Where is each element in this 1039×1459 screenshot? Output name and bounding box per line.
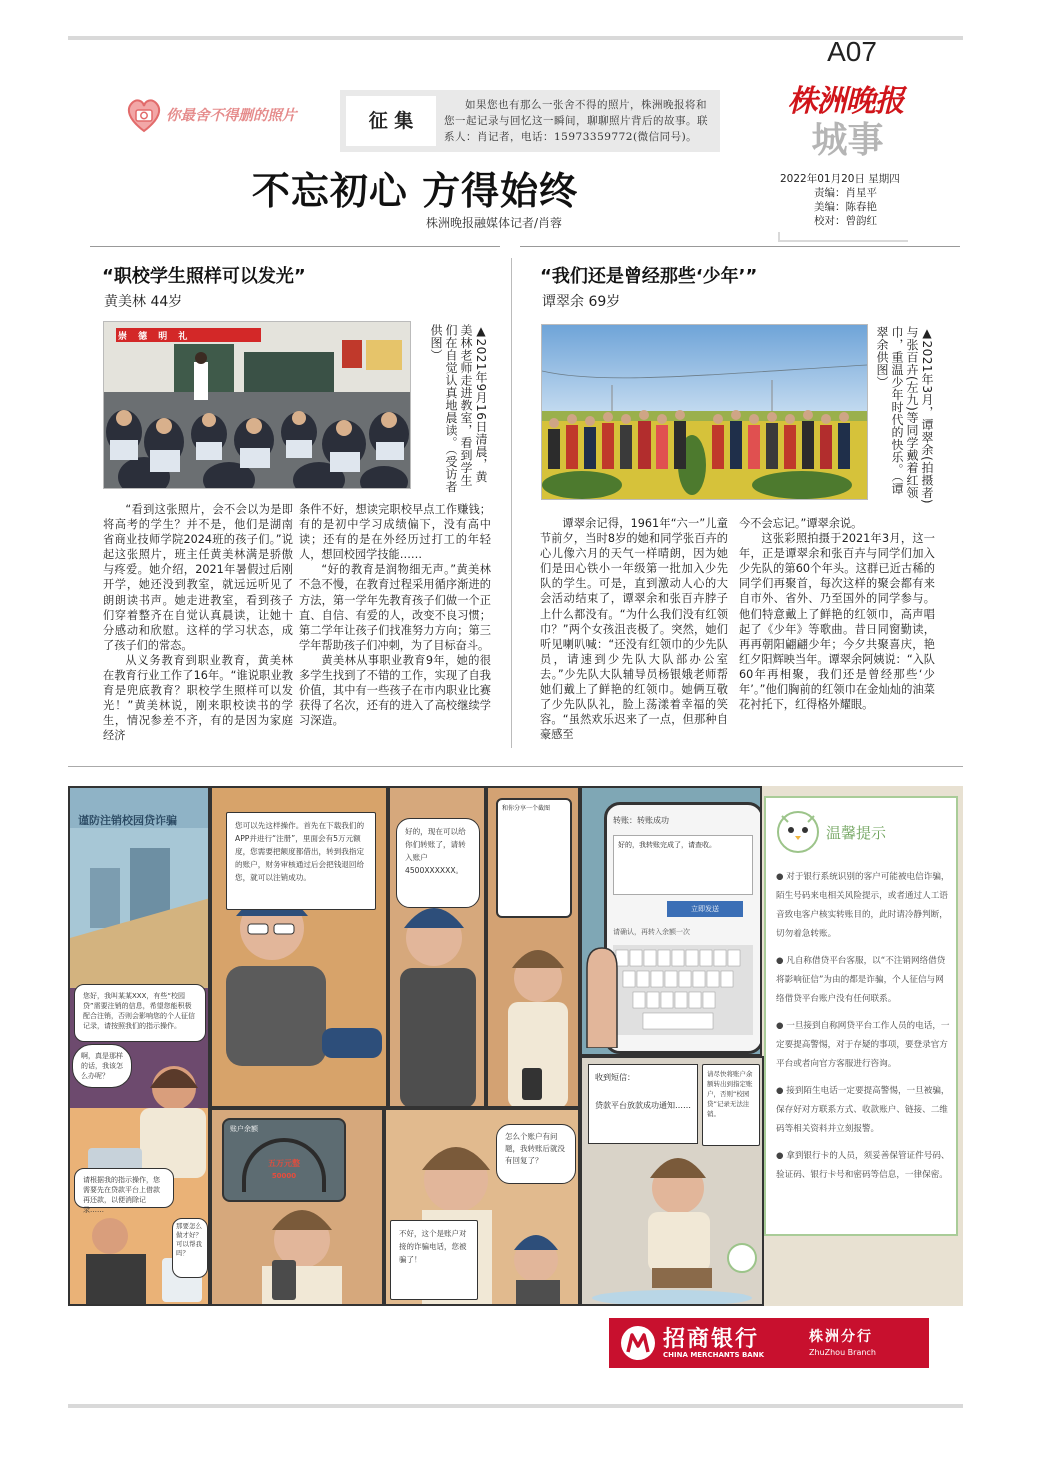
- title-underline-left: [90, 246, 500, 247]
- comic-panel-left: [68, 786, 210, 1306]
- phone-screen-chat: [496, 798, 572, 918]
- tips-box: [764, 796, 958, 1236]
- story1-p3: 条件不好，想读完职校早点工作赚钱；有的是初中学习成绩偏下，没有高中读；还有的是在外经历过打工的年轻人，想回校园学技能……: [299, 503, 491, 562]
- phone-balance: [222, 1118, 346, 1202]
- comic-strip: [68, 786, 963, 1306]
- reunion-photo: [541, 324, 868, 500]
- tips-list: [776, 868, 950, 1193]
- comic-top-rule: [68, 766, 963, 767]
- bank-branch: 株洲分行: [809, 1329, 873, 1345]
- comic-panel-worried: [384, 1108, 580, 1306]
- sms-content: 贷款平台放款成功通知……: [595, 1101, 691, 1110]
- proofreader: 校对：曾韵红: [814, 215, 877, 227]
- phone-confirm-line: 请确认，再转入余额一次: [613, 928, 690, 936]
- issue-info: [780, 172, 910, 228]
- comic-panel-victim-transfer: [388, 786, 486, 1108]
- heart-camera-icon: [124, 95, 164, 135]
- story1-column2: [299, 502, 491, 728]
- bubble-victim-question: 啊，真是那样的话，我该怎么办呢？: [72, 1044, 132, 1088]
- call-box-notice: 如果您也有那么一张舍不得的照片，株洲晚报将和您一起记录与回忆这一瞬间，聊聊照片背后的故事。联系人：肖记者，电话：15973359772(微信同号)。: [444, 99, 708, 143]
- comic-panel-balance: [210, 1108, 384, 1306]
- story-divider: [511, 258, 512, 748]
- bank-logo-icon: [619, 1324, 657, 1362]
- story1-caption: ▲2021年9月16日清晨，黄美林老师走进教室，看到学生们在自觉认真地晨读。（受访者供图）: [429, 324, 488, 493]
- bank-name: 招商银行: [663, 1327, 760, 1352]
- comic-title: 谨防注销校园贷诈骗: [78, 814, 177, 827]
- tip-item: ● 一旦接到自称网贷平台工作人员的电话，一定要提高警惕，对于存疑的事项，要登录官方平台或者向官方客服进行咨询。: [776, 1021, 950, 1069]
- story2-heading: “我们还是曾经那些‘少年’”: [540, 266, 758, 287]
- story1-p1: “看到这张照片，会不会以为是即将高考的学生？并不是，他们是湖南省商业技师学院2024班的孩子们。”说起这张照片，班主任黄美林满是骄傲与疼爱。她介绍，2021年暑假过后刚开学，她还没到教室，就远远听见了朗朗读书声。她走进教室，看到孩子们穿着整齐在自觉认真晨读，让她十分感动和欣慰。这样的学习状态，成了孩子们的常态。: [103, 503, 293, 652]
- owl-icon: [772, 804, 824, 856]
- classroom-photo: [103, 321, 411, 489]
- page-number: A07: [827, 36, 877, 67]
- story1-p4: “好的教育是润物细无声。”黄美林不急不慢，在教育过程采用循序渐进的方法，第一学年先教育孩子们做一个正直、自信、有爱的人，改变不良习惯；第二学年让孩子们找准努力方向；第三学年帮助孩子们冲刺，为了目标奋斗。: [299, 563, 491, 652]
- bubble-scammer-steps: 您可以先这样操作。首先在下载我们的APP并进行“注册”，里面会有5万元额度，您需要把额度都借出，转到我指定的账户，财务审核通过后会把钱退回给您，就可以注销成功。: [226, 812, 376, 910]
- banner-tag: 你最舍不得删的照片: [166, 108, 297, 124]
- story2-p3: 这张彩照拍摄于2021年3月，这一年，正是谭翠余和张百卉与同学们加入少先队的第60个年头。这群已近古稀的同学们再聚首，每次这样的聚会都有来自市外、省外、乃至国外的同学参与。他们特意戴上了鲜艳的红领巾，高声唱起了《少年》等歌曲。昔日同窗勤读，再再朝阳翩翩少年；今夕共聚喜庆，艳红夕阳辉映当年。谭翠余阿姨说：“入队60年再相聚，我们还是曾经那些‘少年’。”他们胸前的红领巾在金灿灿的油菜花衬托下，红得格外耀眼。: [739, 532, 935, 712]
- phone-transfer-message: 好的，我转账完成了，请查收。: [613, 835, 753, 895]
- comic-panel-transfer-success: [580, 786, 762, 1056]
- story2-column2: [739, 516, 935, 712]
- balance-title: 账户余额: [230, 1125, 258, 1133]
- story1-heading: “职校学生照样可以发光”: [102, 266, 306, 287]
- phone-big: [604, 802, 762, 1054]
- send-now-button[interactable]: 立即发送: [667, 901, 743, 917]
- page-title: 不忘初心 方得始终: [251, 169, 579, 213]
- designer: 美编：陈春艳: [814, 201, 877, 213]
- phone-keyboard: [613, 945, 753, 1035]
- tip-item: ● 凡自称借贷平台客服，以“不注销网络借贷将影响征信”为由的都是诈骗，个人征信与网络借贷平台账户没有任何联系。: [776, 956, 946, 1004]
- bubble-transfer-demand: 请尽快将账户余额转出到指定账户，否则“校园贷”记录无法注销。: [702, 1064, 760, 1146]
- balance-amount: 五万元整: [268, 1159, 300, 1168]
- tip-item: ● 对于银行系统识别的客户可能被电信诈骗，陌生号码来电相关风险提示，或者通过人工语音致电客户核实转账目的，此时请冷静判断，切勿着急转账。: [776, 872, 950, 939]
- bank-branch-en: ZhuZhou Branch: [809, 1348, 876, 1357]
- bottom-rule: [68, 1404, 963, 1408]
- sms-box: [588, 1064, 698, 1144]
- bubble-account-problem: 怎么个账户有问题，我转账后就没有回复了？: [496, 1124, 576, 1184]
- classroom-banner-text: 崇 德 明 礼: [118, 332, 192, 342]
- story1-p5: 黄美林从事职业教育9年，她的很多学生找到了不错的工作，实现了自我价值，其中有一些孩子在市内职业比赛获得了名次，还有的进入了高校继续学习深造。: [299, 653, 491, 728]
- bubble-scammer-intro: 您好，我叫某某XXX，有些“校园贷”需要注销的信息，希望您能积极配合注销，否则会影响您的个人征信记录，请按照我们的指示操作。: [74, 984, 206, 1042]
- bubble-scammer-instruction: 请根据我的指示操作，您需要先在贷款平台上借款再还款，以便消除记录……: [74, 1168, 174, 1208]
- editor: 责编：肖星平: [814, 187, 877, 199]
- story2-caption: ▲2021年3月，谭翠余(拍摄者)与张百卉(左九)等同学戴着红领巾，重温少年时代的快乐。（谭翠余供图）: [875, 326, 934, 505]
- story2-p2: 今不会忘记。”谭翠余说。: [739, 517, 863, 530]
- balance-amount-number: 50000: [271, 1172, 297, 1180]
- story1-person: 黄美林 44岁: [104, 294, 183, 310]
- story2-person: 谭翠余 69岁: [542, 294, 621, 310]
- phone-screen-title: 和你分享一个截图: [502, 805, 551, 812]
- section-name: 城事: [811, 119, 884, 161]
- bank-ad: [609, 1318, 929, 1368]
- byline: 株洲晚报融媒体记者/肖蓉: [425, 216, 562, 230]
- bank-name-en: CHINA MERCHANTS BANK: [663, 1351, 765, 1359]
- bubble-victim-confirm: 好的，现在可以给你们转账了，请转入账户4500XXXXXX。: [396, 818, 480, 908]
- story2-p1: 谭翠余记得，1961年“六一”儿童节前夕，当时8岁的她和同学张百卉的心儿像六月的天气一样晴朗，因为她们是田心铁小一年级第一批加入少先队的学生。可是，直到激动人心的大会活动结束了，谭翠余和张百卉脖子上什么都没有。“为什么我们没有红领巾？”两个女孩沮丧极了。突然，她们听见喇叭喊：“还没有红领巾的少先队员，请速到少先队大队部办公室去。”少先队大队辅导员杨银娥老师帮她们戴上了鲜艳的红领巾。她俩互敬了少先队队礼，脸上荡漾着幸福的笑容。“虽然欢乐迟来了一点，但那种自豪感至: [540, 517, 728, 742]
- bubble-victim-help: 那要怎么做才好？可以帮我吗？: [172, 1218, 208, 1278]
- tips-title: 温馨提示: [826, 824, 887, 842]
- phone-transfer-title: 转账：转账成功: [613, 816, 669, 825]
- call-box-label: 征 集: [346, 96, 436, 146]
- call-box: [340, 90, 720, 152]
- issue-date: 2022年01月20日 星期四: [780, 173, 900, 185]
- tip-item: ● 拿到银行卡的人员，须妥善保管证件号码、验证码、银行卡号和密码等信息，一律保密。: [776, 1151, 950, 1180]
- tip-item: ● 接到陌生电话一定要提高警惕，一旦被骗，保存好对方联系方式、收款账户、链接、二维码等相关资料并立刻报警。: [776, 1086, 950, 1134]
- story2-column1: [540, 516, 728, 742]
- header-bracket-line: [778, 240, 908, 242]
- title-underline-right: [520, 246, 960, 247]
- comic-panel-scammer-call: [210, 786, 388, 1108]
- comic-panel-sms: [580, 1056, 764, 1306]
- sms-title: 收到短信：: [595, 1073, 635, 1082]
- story1-column1: [103, 502, 293, 744]
- comic-panel-phone-screen: [486, 786, 580, 1108]
- bubble-scam-warning: 不好，这个是账户对接的诈骗电话，您被骗了！: [390, 1220, 478, 1300]
- story1-p2: 从义务教育到职业教育，黄美林在教育行业工作了16年。“谁说职业教育是兜底教育？职校学生照样可以发光！”黄美林说，刚来职校读书的学生，情况参差不齐，有的是因为家庭经济: [103, 653, 293, 743]
- masthead-logo: 株洲晚报: [778, 76, 913, 112]
